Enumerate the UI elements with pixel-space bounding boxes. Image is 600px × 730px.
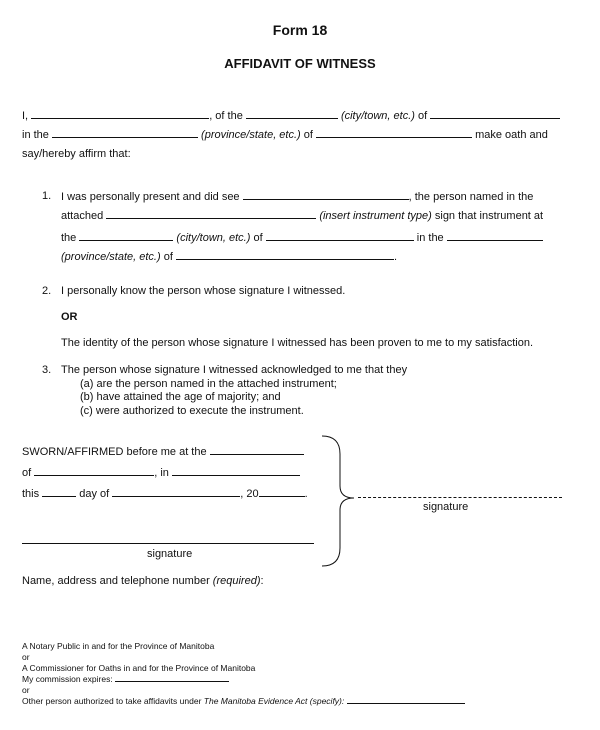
intro-i: I, xyxy=(22,110,29,122)
identity-text: The identity of the person whose signature I witnessed has been proven to me to my satisfaction. xyxy=(61,337,534,349)
item2-number: 2. xyxy=(42,285,52,297)
sworn-of: of xyxy=(22,467,32,479)
item1-city-name-blank[interactable] xyxy=(266,231,414,241)
item1-line-4 xyxy=(61,250,397,264)
required-hint: (required) xyxy=(212,575,261,587)
item1-in-the: in the xyxy=(416,232,444,244)
person-blank[interactable] xyxy=(243,190,409,200)
item3-a: (a) are the person named in the attached instrument; xyxy=(80,378,337,390)
commission-expires-blank[interactable] xyxy=(115,674,229,682)
item2-text: I personally know the person whose signature I witnessed. xyxy=(61,285,346,297)
instrument-blank[interactable] xyxy=(106,209,316,219)
intro-line-2 xyxy=(22,128,548,142)
instrument-hint: (insert instrument type) xyxy=(319,210,432,222)
month-blank[interactable] xyxy=(112,487,240,497)
year-blank[interactable] xyxy=(259,487,305,497)
item1-of: of xyxy=(253,232,263,244)
province-name-blank[interactable] xyxy=(316,128,472,138)
intro-of: of xyxy=(417,110,428,122)
intro-in-the: in the xyxy=(22,129,49,141)
footer-or-1: or xyxy=(22,652,30,662)
intro-of2: of xyxy=(303,129,313,141)
commissioner-signature-line[interactable] xyxy=(22,543,314,544)
name-address-line xyxy=(22,575,264,588)
commission-expires-text: My commission expires: xyxy=(22,674,113,684)
item1-period: . xyxy=(393,251,398,263)
city-hint: (city/town, etc.) xyxy=(340,110,415,122)
sworn-this: this xyxy=(22,488,40,500)
item3-c: (c) were authorized to execute the instrument. xyxy=(80,405,304,417)
item3-text: The person whose signature I witnessed acknowledged to me that they xyxy=(61,364,408,376)
or-label: OR xyxy=(61,311,78,323)
sworn-year: , 20 xyxy=(240,488,259,500)
sworn-text: SWORN/AFFIRMED before me at the xyxy=(22,446,207,458)
commissioner-option: A Commissioner for Oaths in and for the Province of Manitoba xyxy=(22,663,256,673)
the-text: the xyxy=(61,232,77,244)
item1-line-3 xyxy=(61,231,543,245)
footer-or-2: or xyxy=(22,685,30,695)
sworn-period: . xyxy=(304,488,308,500)
item1-city-blank[interactable] xyxy=(79,231,173,241)
item1-province-blank[interactable] xyxy=(447,231,543,241)
name-address-text: Name, address and telephone number xyxy=(22,575,210,587)
item1-number: 1. xyxy=(42,190,52,202)
province-hint: (province/state, etc.) xyxy=(201,129,301,141)
notary-option: A Notary Public in and for the Province of Manitoba xyxy=(22,641,215,651)
item1-line-1 xyxy=(61,190,533,204)
province-blank[interactable] xyxy=(52,128,198,138)
sworn-city-blank[interactable] xyxy=(34,466,154,476)
item1-of2: of xyxy=(163,251,173,263)
other-person-line xyxy=(22,696,465,706)
item1-text: I was personally present and did see xyxy=(61,191,240,203)
brace-icon xyxy=(318,434,358,568)
affirm-text: say/hereby affirm that: xyxy=(22,148,131,160)
city-blank[interactable] xyxy=(246,109,338,119)
sworn-line-1 xyxy=(22,445,304,459)
city-name-blank[interactable] xyxy=(430,109,560,119)
other-person-text: Other person authorized to take affidavits under xyxy=(22,696,202,706)
sworn-day-of: day of xyxy=(79,488,110,500)
commission-expires-line xyxy=(22,674,229,684)
form-number: Form 18 xyxy=(272,22,328,38)
item1-line-2 xyxy=(61,209,543,223)
name-blank[interactable] xyxy=(31,109,209,119)
item1-province-hint: (province/state, etc.) xyxy=(61,251,161,263)
sworn-place-blank[interactable] xyxy=(210,445,304,455)
sworn-province-blank[interactable] xyxy=(172,466,300,476)
item3-b: (b) have attained the age of majority; and xyxy=(80,391,281,403)
intro-of-the: , of the xyxy=(209,110,243,122)
attached-text: attached xyxy=(61,210,104,222)
intro-line-1 xyxy=(22,109,560,123)
person-named-text: , the person named in the xyxy=(408,191,534,203)
form-title: AFFIDAVIT OF WITNESS xyxy=(224,56,376,71)
sworn-line-2 xyxy=(22,466,300,480)
sworn-line-3 xyxy=(22,487,308,501)
item1-city-hint: (city/town, etc.) xyxy=(176,232,251,244)
make-oath-text: make oath and xyxy=(475,129,548,141)
day-blank[interactable] xyxy=(42,487,76,497)
other-person-blank[interactable] xyxy=(347,696,465,704)
name-address-colon: : xyxy=(260,575,264,587)
item3-number: 3. xyxy=(42,364,52,376)
sworn-in: , in xyxy=(154,467,169,479)
deponent-signature-label: signature xyxy=(423,501,469,513)
deponent-signature-line[interactable] xyxy=(358,497,562,498)
evidence-act-text: The Manitoba Evidence Act (specify): xyxy=(203,696,345,706)
commissioner-signature-label: signature xyxy=(147,548,193,560)
sign-text: sign that instrument at xyxy=(434,210,544,222)
item1-province-name-blank[interactable] xyxy=(176,250,394,260)
